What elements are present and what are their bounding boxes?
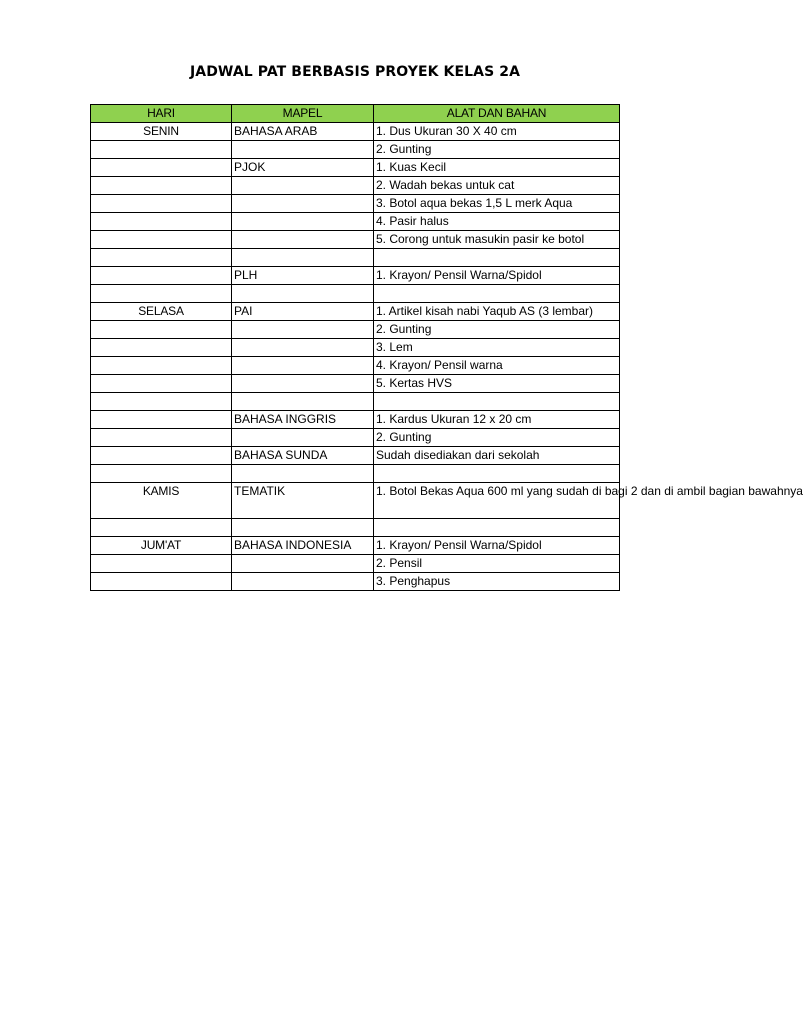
table-row <box>91 303 620 321</box>
cell-hari <box>91 231 232 249</box>
table-row <box>91 177 620 195</box>
cell-hari <box>91 249 232 267</box>
table-row <box>91 537 620 555</box>
cell-hari <box>91 159 232 177</box>
table-row <box>91 411 620 429</box>
cell-alat-bahan: 1. Kardus Ukuran 12 x 20 cm <box>374 411 620 429</box>
cell-mapel <box>232 177 374 195</box>
table-row <box>91 393 620 411</box>
table-row <box>91 285 620 303</box>
cell-mapel <box>232 573 374 591</box>
cell-mapel <box>232 141 374 159</box>
cell-alat-bahan: 2. Pensil <box>374 555 620 573</box>
cell-mapel <box>232 375 374 393</box>
cell-hari <box>91 267 232 285</box>
cell-mapel <box>232 393 374 411</box>
cell-mapel: PJOK <box>232 159 374 177</box>
table-row <box>91 555 620 573</box>
table-row <box>91 465 620 483</box>
cell-mapel <box>232 249 374 267</box>
cell-mapel <box>232 285 374 303</box>
cell-alat-bahan <box>374 465 620 483</box>
cell-alat-bahan: 1. Kuas Kecil <box>374 159 620 177</box>
cell-hari <box>91 339 232 357</box>
cell-mapel: BAHASA SUNDA <box>232 447 374 465</box>
table-header <box>91 105 620 123</box>
table-row <box>91 483 620 519</box>
cell-alat-bahan: 1. Botol Bekas Aqua 600 ml yang sudah di bagi 2 dan di ambil bagian bawahnya <box>374 483 620 519</box>
cell-hari <box>91 429 232 447</box>
table-row <box>91 573 620 591</box>
cell-hari <box>91 393 232 411</box>
cell-mapel: PAI <box>232 303 374 321</box>
cell-alat-bahan: 4. Pasir halus <box>374 213 620 231</box>
table-row <box>91 447 620 465</box>
cell-mapel <box>232 231 374 249</box>
cell-hari: SELASA <box>91 303 232 321</box>
table-row <box>91 321 620 339</box>
schedule-table <box>90 104 803 591</box>
cell-mapel <box>232 465 374 483</box>
cell-alat-bahan: 1. Krayon/ Pensil Warna/Spidol <box>374 267 620 285</box>
column-header-mapel: MAPEL <box>232 105 374 123</box>
cell-hari <box>91 555 232 573</box>
cell-alat-bahan: 2. Gunting <box>374 141 620 159</box>
table-row <box>91 195 620 213</box>
cell-mapel: PLH <box>232 267 374 285</box>
table-row <box>91 267 620 285</box>
cell-alat-bahan: 4. Krayon/ Pensil warna <box>374 357 620 375</box>
page-title: JADWAL PAT BERBASIS PROYEK KELAS 2A <box>189 64 521 80</box>
cell-alat-bahan: 3. Penghapus <box>374 573 620 591</box>
table-row <box>91 213 620 231</box>
cell-mapel: BAHASA INDONESIA <box>232 537 374 555</box>
cell-alat-bahan: 5. Corong untuk masukin pasir ke botol <box>374 231 620 249</box>
cell-hari <box>91 357 232 375</box>
cell-alat-bahan: 3. Botol aqua bekas 1,5 L merk Aqua <box>374 195 620 213</box>
cell-alat-bahan: 1. Artikel kisah nabi Yaqub AS (3 lembar) <box>374 303 620 321</box>
table-row <box>91 519 620 537</box>
cell-hari: JUM'AT <box>91 537 232 555</box>
cell-hari: SENIN <box>91 123 232 141</box>
cell-mapel: TEMATIK <box>232 483 374 519</box>
table-row <box>91 159 620 177</box>
cell-hari <box>91 213 232 231</box>
cell-mapel <box>232 555 374 573</box>
cell-alat-bahan: 5. Kertas HVS <box>374 375 620 393</box>
table-row <box>91 249 620 267</box>
cell-hari <box>91 195 232 213</box>
cell-alat-bahan <box>374 249 620 267</box>
cell-mapel <box>232 213 374 231</box>
cell-mapel: BAHASA ARAB <box>232 123 374 141</box>
column-header-hari: HARI <box>91 105 232 123</box>
cell-hari <box>91 447 232 465</box>
cell-hari <box>91 285 232 303</box>
cell-hari <box>91 411 232 429</box>
table-body <box>91 123 803 591</box>
cell-hari <box>91 519 232 537</box>
header-row <box>91 105 620 123</box>
cell-mapel <box>232 519 374 537</box>
cell-mapel <box>232 429 374 447</box>
cell-hari <box>91 573 232 591</box>
cell-alat-bahan: 3. Lem <box>374 339 620 357</box>
table-row <box>91 375 620 393</box>
cell-hari <box>91 321 232 339</box>
cell-alat-bahan <box>374 519 620 537</box>
cell-hari <box>91 177 232 195</box>
table-row <box>91 429 620 447</box>
cell-alat-bahan <box>374 285 620 303</box>
table-row <box>91 357 620 375</box>
column-header-alat: ALAT DAN BAHAN <box>374 105 620 123</box>
cell-mapel <box>232 321 374 339</box>
cell-alat-bahan: Sudah disediakan dari sekolah <box>374 447 620 465</box>
cell-alat-bahan: 1. Dus Ukuran 30 X 40 cm <box>374 123 620 141</box>
cell-alat-bahan: 1. Krayon/ Pensil Warna/Spidol <box>374 537 620 555</box>
cell-mapel <box>232 195 374 213</box>
cell-hari: KAMIS <box>91 483 232 519</box>
table-row <box>91 231 620 249</box>
cell-hari <box>91 375 232 393</box>
cell-alat-bahan <box>374 393 620 411</box>
cell-mapel <box>232 357 374 375</box>
table-row <box>91 141 620 159</box>
cell-hari <box>91 465 232 483</box>
table-row <box>91 123 620 141</box>
cell-alat-bahan: 2. Gunting <box>374 321 620 339</box>
cell-hari <box>91 141 232 159</box>
cell-alat-bahan: 2. Wadah bekas untuk cat <box>374 177 620 195</box>
cell-alat-bahan: 2. Gunting <box>374 429 620 447</box>
table-row <box>91 339 620 357</box>
cell-mapel: BAHASA INGGRIS <box>232 411 374 429</box>
cell-mapel <box>232 339 374 357</box>
